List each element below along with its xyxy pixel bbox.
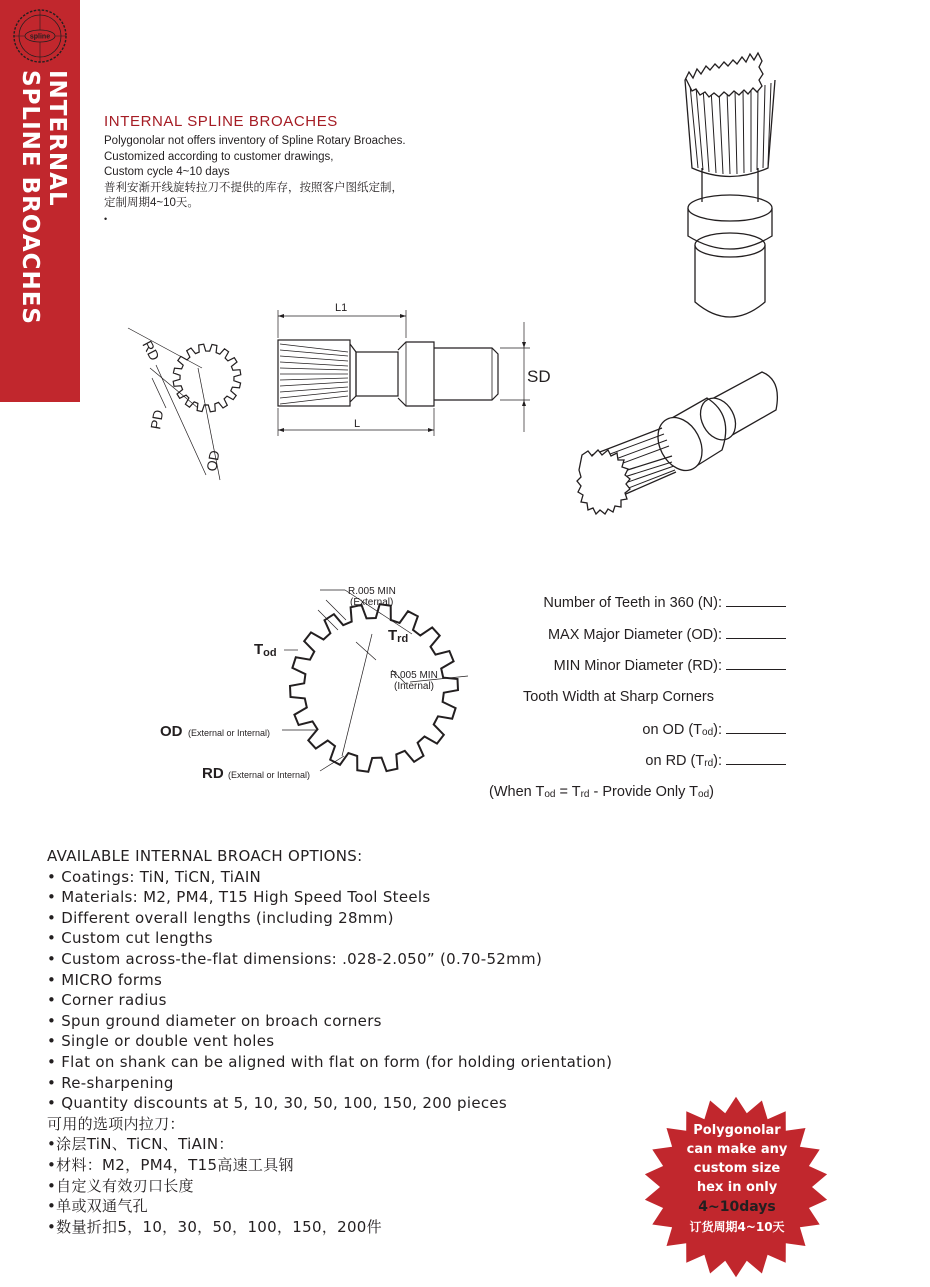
l-label: L <box>354 418 361 430</box>
cn-option-item: •涂层TiN、TiCN、TiAIN： <box>47 1135 234 1154</box>
od-label: OD <box>203 449 223 473</box>
max-major-blank[interactable] <box>726 624 786 639</box>
intro-line: Custom cycle 4~10 days <box>104 166 230 178</box>
badge-line: can make any <box>686 1142 788 1157</box>
option-item: • Quantity discounts at 5, 10, 30, 50, 100, 150, 200 pieces <box>47 1094 508 1113</box>
od-profile-label: OD <box>160 723 183 740</box>
broach-side-view-drawing <box>268 296 568 436</box>
max-major-row <box>548 624 786 644</box>
option-item: • Flat on shank can be aligned with flat on form (for holding orientation) <box>47 1052 613 1071</box>
cn-option-item: •数量折扣5，10，30，50，100，150，200件 <box>47 1217 382 1236</box>
r-external-note: (External) <box>350 597 394 608</box>
sidebar-title <box>6 70 74 332</box>
sidebar-banner <box>0 0 80 402</box>
cn-option-item: •自定义有效刃口长度 <box>47 1176 194 1195</box>
max-major-label: MAX Major Diameter (OD): <box>547 627 722 643</box>
od-profile-note: (External or Internal) <box>188 728 271 738</box>
tooth-width-row <box>523 687 714 707</box>
cn-options-title: 可用的选项内拉刀： <box>47 1114 185 1133</box>
tooth-width-label: Tooth Width at Sharp Corners <box>522 689 714 705</box>
r-internal-label: R.005 MIN <box>390 670 438 681</box>
pd-label: PD <box>147 408 167 431</box>
options-title: AVAILABLE INTERNAL BROACH OPTIONS: <box>47 847 363 865</box>
broach-options-list <box>47 846 612 1237</box>
option-item: • Spun ground diameter on broach corners <box>47 1011 382 1030</box>
spline-logo <box>10 6 70 66</box>
intro-text <box>104 134 406 226</box>
on-rd-row <box>645 750 786 770</box>
badge-line: Polygonolar <box>693 1123 781 1138</box>
option-item: • Custom cut lengths <box>47 929 213 948</box>
custom-size-badge <box>636 1096 836 1278</box>
rd-profile-label: RD <box>202 765 224 782</box>
badge-line: hex in only <box>696 1180 778 1195</box>
tod-label: Tod <box>254 641 277 659</box>
option-item: • Re-sharpening <box>47 1073 174 1092</box>
sidebar-line-2: SPLINE BROACHES <box>17 70 43 325</box>
trd-label: Trd <box>388 627 409 645</box>
badge-line: custom size <box>693 1161 781 1176</box>
intro-line: Customized according to customer drawings, <box>104 150 334 163</box>
cn-option-item: •单或双通气孔 <box>47 1197 148 1216</box>
on-rd-label: on RD $(T_{rd})$: <box>645 753 722 769</box>
on-od-label: on OD $(T_{od})$: <box>642 722 722 738</box>
r-external-label: R.005 MIN <box>348 586 396 597</box>
option-item: • MICRO forms <box>47 970 163 989</box>
on-rd-blank[interactable] <box>726 750 786 765</box>
rd-label: RD <box>139 337 163 364</box>
badge-line: 4~10days <box>698 1199 776 1215</box>
min-minor-row <box>554 655 786 675</box>
intro-line: 普利安渐开线旋转拉刀不提供的库存，按照客户图纸定制， <box>104 181 403 194</box>
option-item: • Custom across-the-flat dimensions: .028-2.050” (0.70-52mm) <box>47 949 543 968</box>
gear-dimension-diagram <box>120 320 250 490</box>
badge-line: 订货周期4~10天 <box>689 1220 785 1234</box>
sidebar-line-1: INTERNAL <box>44 70 70 207</box>
on-od-row <box>642 719 786 739</box>
page-title: INTERNAL SPLINE BROACHES <box>104 113 338 130</box>
dot-marker: • <box>104 213 108 224</box>
tod-trd-note: (When $T_{od} = T_{rd}$ - Provide Only $T_{od}$) <box>489 784 714 800</box>
intro-line: 定制周期4~10天。 <box>104 197 199 209</box>
broach-isometric-bottom-illustration <box>572 360 782 530</box>
spline-profile-diagram <box>150 578 490 788</box>
logo-text: spline <box>29 33 51 41</box>
min-minor-label: MIN Minor Diameter (RD): <box>553 658 722 674</box>
rd-profile-note: (External or Internal) <box>228 770 311 780</box>
teeth-count-blank[interactable] <box>726 592 786 607</box>
intro-line: Polygonolar not offers inventory of Spline Rotary Broaches. <box>104 135 406 147</box>
teeth-count-label: Number of Teeth in 360 (N): <box>543 595 722 611</box>
option-item: • Corner radius <box>47 991 167 1010</box>
l1-label: L1 <box>335 302 348 314</box>
option-item: • Different overall lengths (including 28mm) <box>47 908 394 927</box>
broach-isometric-top-illustration <box>660 40 790 340</box>
r-internal-note: (Internal) <box>394 681 435 692</box>
option-item: • Single or double vent holes <box>47 1032 275 1051</box>
option-item: • Materials: M2, PM4, T15 High Speed Tool Steels <box>47 888 431 907</box>
sd-label: SD <box>527 367 551 386</box>
teeth-count-row <box>543 592 786 612</box>
on-od-blank[interactable] <box>726 719 786 734</box>
option-item: • Coatings: TiN, TiCN, TiAIN <box>47 867 262 886</box>
cn-option-item: •材料：M2，PM4，T15高速工具钢 <box>47 1155 294 1174</box>
min-minor-blank[interactable] <box>726 655 786 670</box>
